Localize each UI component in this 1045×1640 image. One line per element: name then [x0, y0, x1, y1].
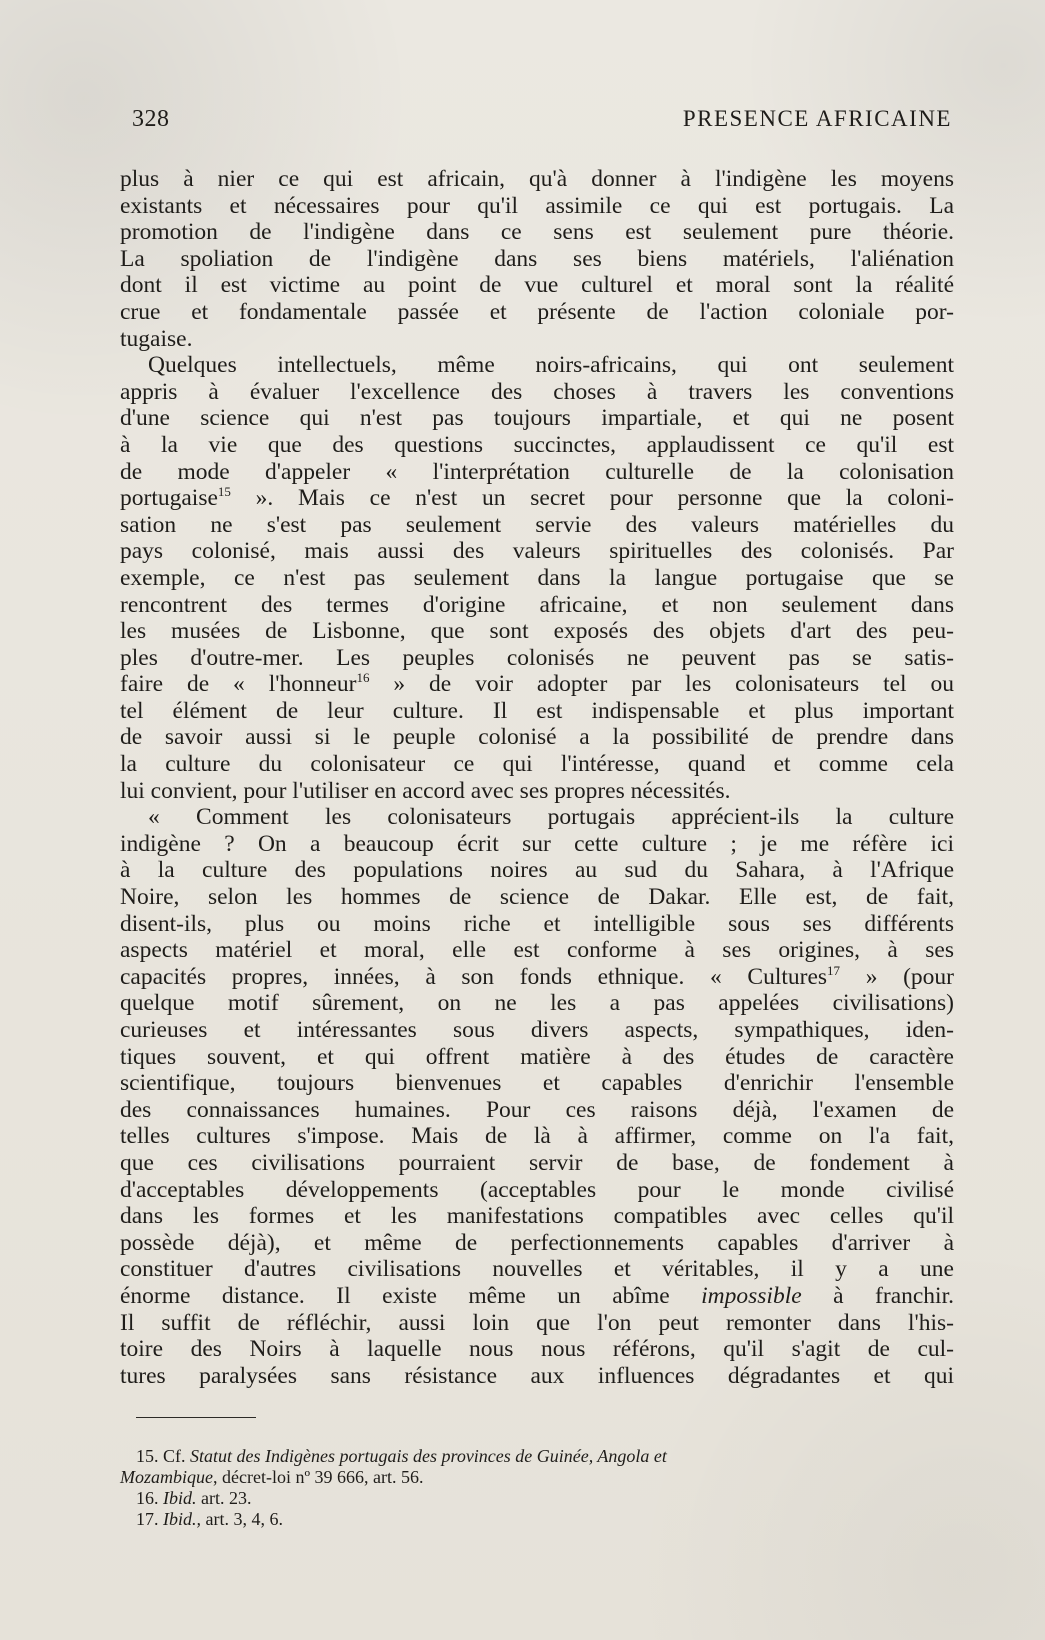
page-number: 328 — [132, 106, 170, 132]
footnote-number: 17. — [136, 1509, 159, 1529]
text-segment: » (pour — [840, 963, 954, 990]
text-line: « Comment les colonisateurs portugais apprécient-ils la culture — [148, 804, 954, 831]
page-header — [132, 106, 952, 140]
text-line: de mode d'appeler « l'interprétation culturelle de la colonisation — [120, 458, 954, 485]
text-line: lui convient, pour l'utiliser en accord avec ses propres nécessités. — [120, 777, 731, 804]
footnote-ref-16: 16 — [356, 671, 370, 686]
text-line: à la vie que des questions succinctes, applaudissent ce qu'il est — [120, 431, 954, 458]
text-line: plus à nier ce qui est africain, qu'à donner à l'indigène les moyens — [120, 166, 954, 192]
text-line: existants et nécessaires pour qu'il assimile ce qui est portugais. La — [120, 192, 954, 219]
text-line: sation ne s'est pas seulement servie des valeurs matérielles du — [120, 511, 954, 538]
text-line: scientifique, toujours bienvenues et capables d'enrichir l'ensemble — [120, 1070, 954, 1097]
running-head: PRESENCE AFRICAINE — [682, 106, 952, 131]
footnote-text: art. 3, 4, 6. — [201, 1509, 283, 1529]
text-line-with-note — [120, 671, 954, 698]
footnote-title: Statut des Indigènes portugais des provinces de Guinée, Angola et — [190, 1446, 667, 1466]
text-line: possède déjà), et même de perfectionnements capables d'arriver à — [120, 1229, 954, 1256]
footnote-16 — [136, 1488, 941, 1509]
text-line: appris à évaluer l'excellence des choses à travers les conventions — [120, 378, 954, 405]
text-line: toire des Noirs à laquelle nous nous référons, qu'il s'agit de cul- — [120, 1336, 954, 1363]
text-line: dans les formes et les manifestations compatibles avec celles qu'il — [120, 1203, 954, 1230]
text-line: dont il est victime au point de vue culturel et moral sont la réalité — [120, 272, 954, 299]
text-line: La spoliation de l'indigène dans ses biens matériels, l'aliénation — [120, 245, 954, 272]
text-line: tel élément de leur culture. Il est indispensable et plus important — [120, 697, 954, 724]
text-segment: énorme distance. Il existe même un abîme — [120, 1282, 702, 1309]
text-line: disent-ils, plus ou moins riche et intelligible sous ses différents — [120, 910, 954, 937]
text-line: rencontrent des termes d'origine africaine, et non seulement dans — [120, 591, 954, 618]
text-segment: faire de « l'honneur — [120, 671, 357, 698]
text-segment: capacités propres, innées, à son fonds ethnique. « Cultures — [120, 963, 828, 990]
italic-word: impossible — [701, 1282, 802, 1309]
text-line: la culture du colonisateur ce qui l'intéresse, quand et comme cela — [120, 751, 954, 778]
text-line: Il suffit de réfléchir, aussi loin que l'on peut remonter dans l'his- — [120, 1309, 954, 1336]
text-line: d'acceptables développements (acceptables pour le monde civilisé — [120, 1176, 954, 1203]
text-segment: à franchir. — [801, 1282, 954, 1309]
footnote-ibid: Ibid., — [163, 1509, 201, 1529]
text-line: que ces civilisations pourraient servir de base, de fondement à — [120, 1149, 954, 1176]
footnote-15 — [136, 1446, 941, 1467]
text-line: tugaise. — [120, 325, 193, 352]
text-line: pays colonisé, mais aussi des valeurs spirituelles des colonisés. Par — [120, 538, 954, 565]
text-line: indigène ? On a beaucoup écrit sur cette culture ; je me réfère ici — [120, 830, 954, 857]
text-line: quelque motif sûrement, on ne les a pas appelées civilisations) — [120, 990, 954, 1017]
text-line: tiques souvent, et qui offrent matière à des études de caractère — [120, 1043, 954, 1070]
footnote-ibid: Ibid. — [163, 1488, 197, 1508]
text-line: promotion de l'indigène dans ce sens est seulement pure théorie. — [120, 219, 954, 246]
text-line: Noire, selon les hommes de science de Dakar. Elle est, de fait, — [120, 884, 954, 911]
text-line: des connaissances humaines. Pour ces raisons déjà, l'examen de — [120, 1096, 954, 1123]
text-line: de savoir aussi si le peuple colonisé a la possibilité de prendre dans — [120, 724, 954, 751]
body-text — [120, 166, 954, 1389]
text-line: constituer d'autres civilisations nouvelles et véritables, il y a une — [120, 1256, 954, 1283]
text-segment: » de voir adopter par les colonisateurs tel ou — [369, 671, 954, 698]
text-line: curieuses et intéressantes sous divers aspects, sympathiques, iden- — [120, 1017, 954, 1043]
text-line: tures paralysées sans résistance aux influences dégradantes et qui — [120, 1362, 954, 1389]
text-line-with-note — [120, 964, 954, 991]
text-line: exemple, ce n'est pas seulement dans la langue portugaise que se — [120, 564, 954, 591]
text-line: crue et fondamentale passée et présente de l'action coloniale por- — [120, 298, 954, 325]
footnote-ref-17: 17 — [827, 963, 841, 978]
text-line-with-note — [120, 485, 954, 512]
text-segment: ». Mais ce n'est un secret pour personne que la coloni- — [230, 485, 954, 512]
footnote-text: , décret-loi nº 39 666, art. 56. — [213, 1467, 424, 1487]
footnote-ref-15: 15 — [217, 485, 231, 500]
footnote-number: 16. — [136, 1488, 159, 1508]
text-line-with-italic — [120, 1283, 954, 1310]
text-line: telles cultures s'impose. Mais de là à affirmer, comme on l'a fait, — [120, 1123, 954, 1150]
text-line: à la culture des populations noires au sud du Sahara, à l'Afrique — [120, 857, 954, 884]
text-line: les musées de Lisbonne, que sont exposés des objets d'art des peu- — [120, 618, 954, 645]
text-segment: portugaise — [120, 485, 218, 512]
footnote-title: Mozambique — [120, 1467, 213, 1487]
text-line: Quelques intellectuels, même noirs-africains, qui ont seulement — [148, 352, 954, 379]
footnote-rule — [136, 1417, 256, 1418]
footnote-17 — [136, 1509, 941, 1530]
text-line: ples d'outre-mer. Les peuples colonisés ne peuvent pas se satis- — [120, 644, 954, 671]
text-line: d'une science qui n'est pas toujours impartiale, et qui ne posent — [120, 405, 954, 432]
footnote-text: art. 23. — [196, 1488, 252, 1508]
text-line: aspects matériel et moral, elle est conforme à ses origines, à ses — [120, 937, 954, 964]
footnote-number: 15. — [136, 1446, 159, 1466]
footnotes — [120, 1446, 941, 1530]
footnote-text: Cf. — [163, 1446, 186, 1466]
footnote-15-continued — [120, 1467, 941, 1488]
